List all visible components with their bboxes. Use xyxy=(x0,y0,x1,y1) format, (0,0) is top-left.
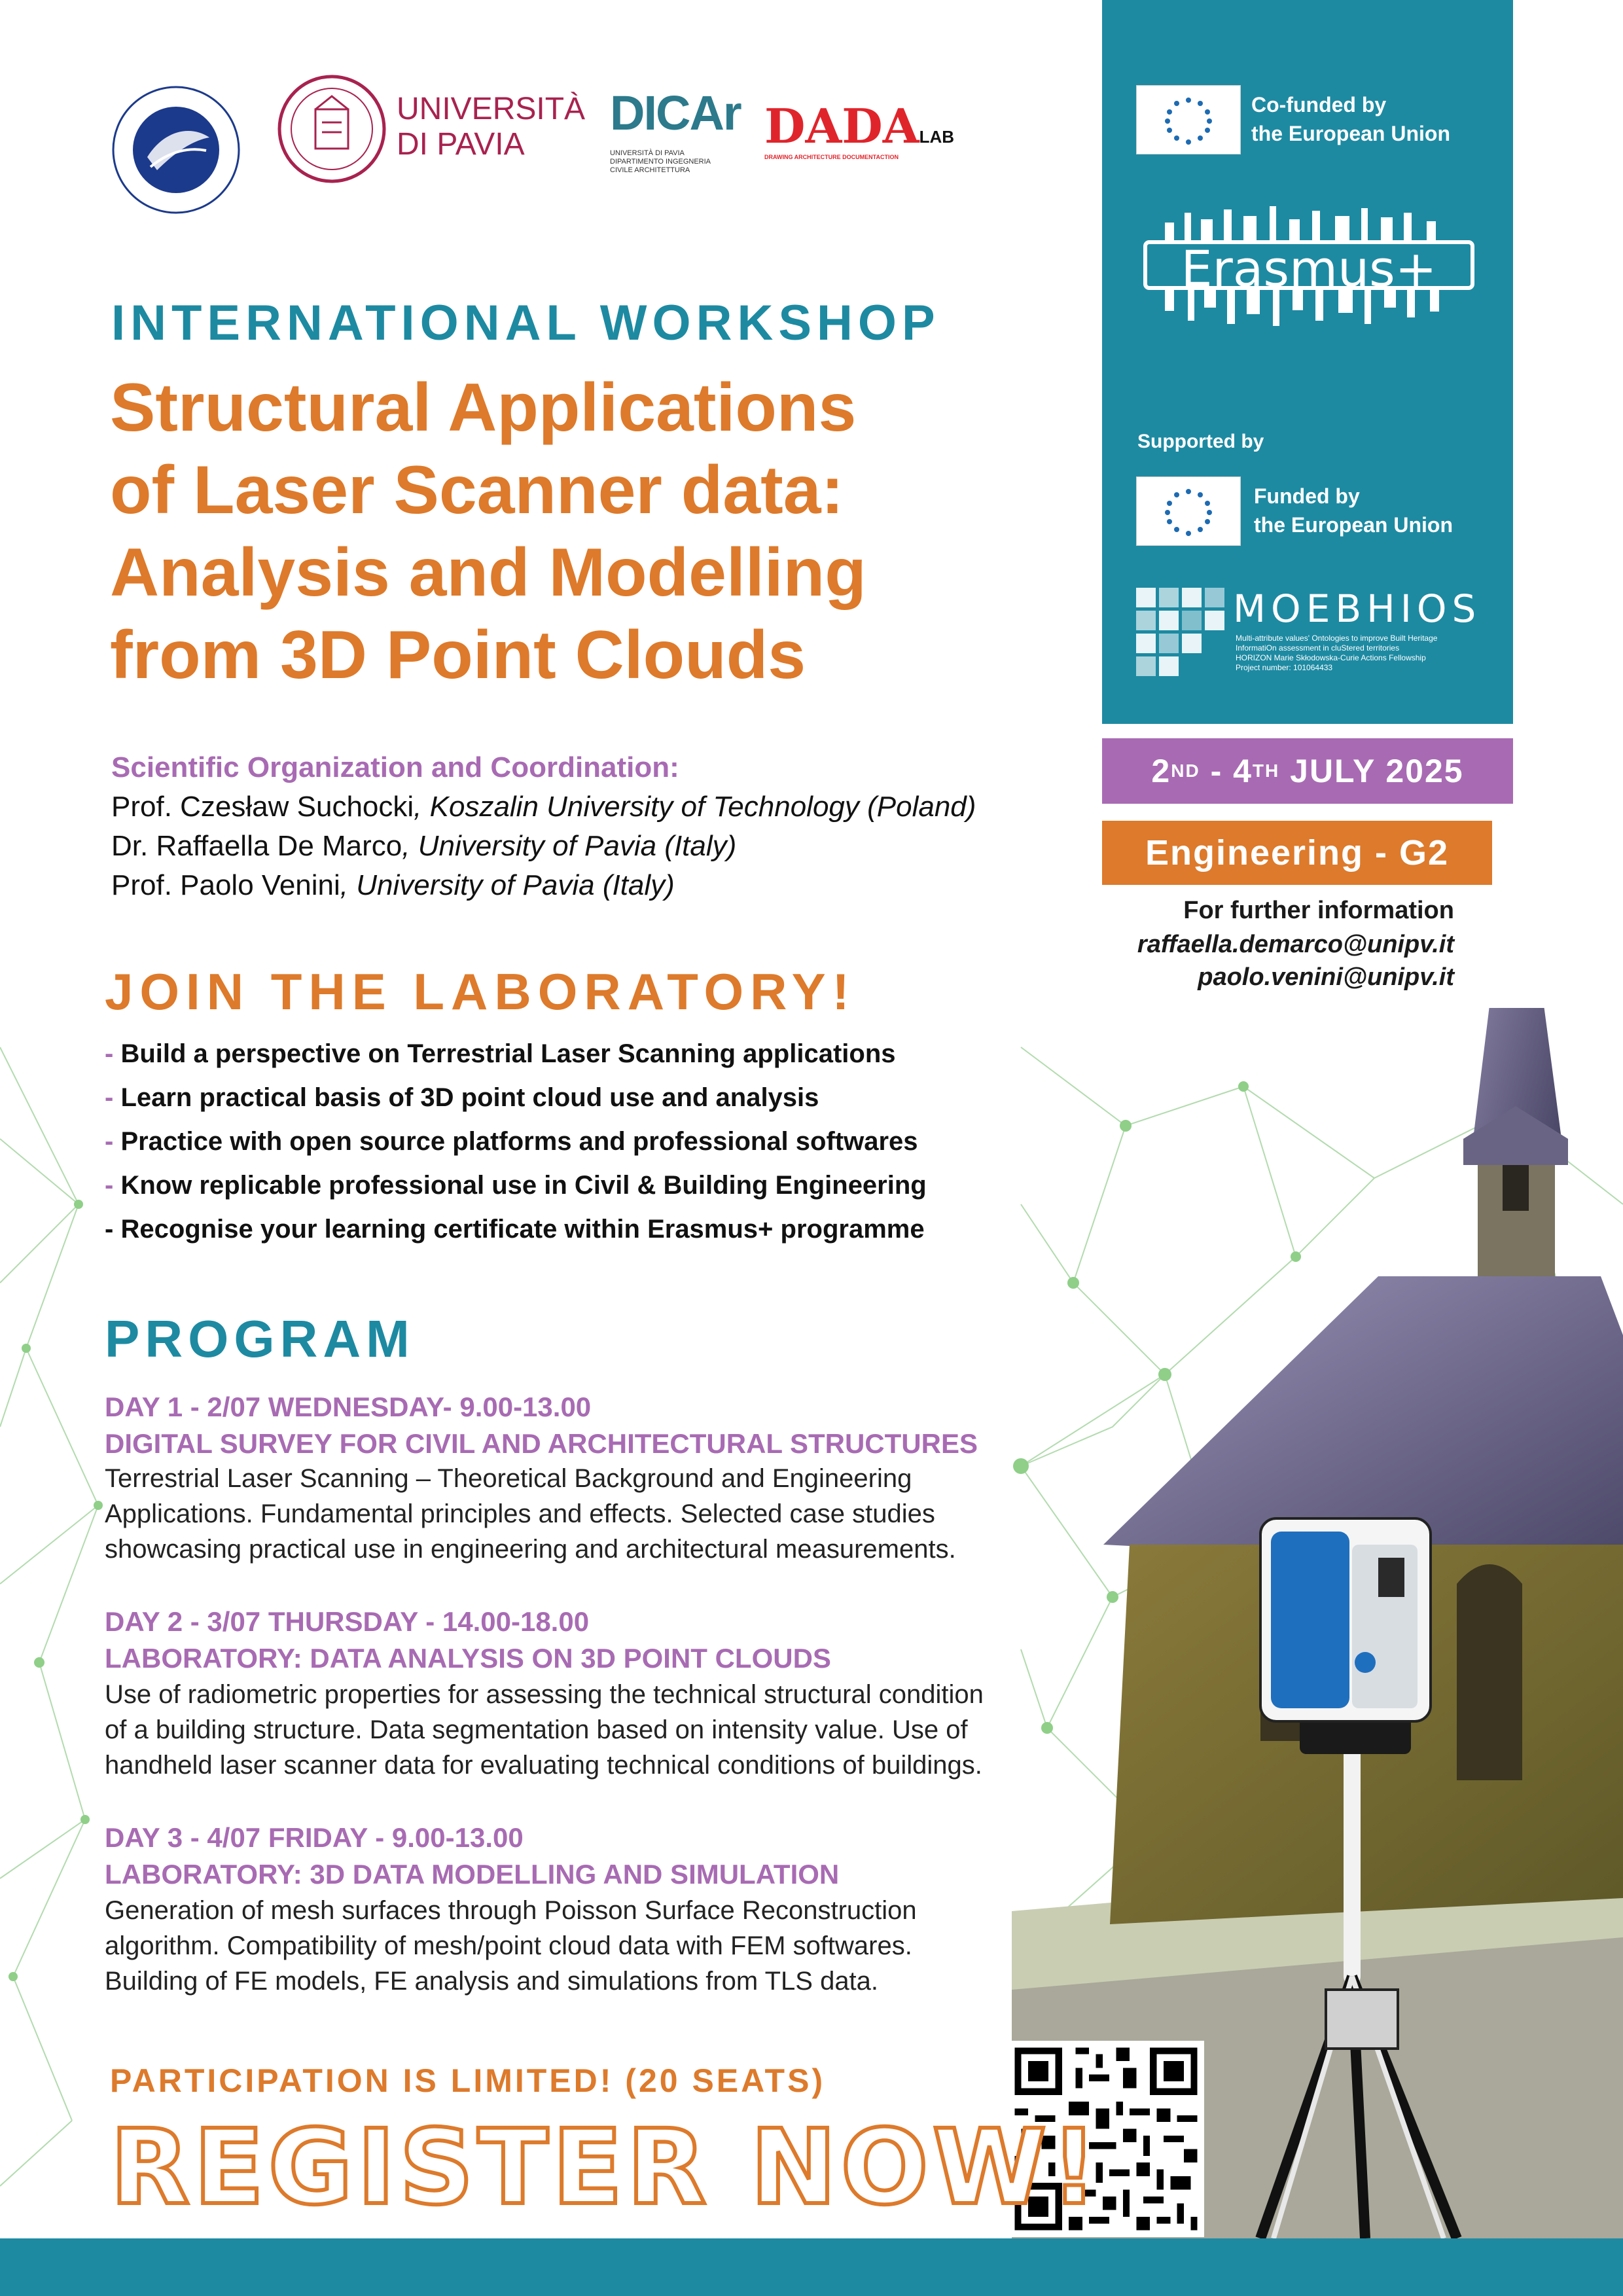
funded-line1: Funded by xyxy=(1254,484,1360,508)
day3-heading xyxy=(105,1820,839,1893)
koszalin-logo xyxy=(111,85,241,215)
moebhios-grid-icon xyxy=(1136,588,1225,677)
footer-bar xyxy=(0,2238,1623,2296)
bullet-text: Know replicable professional use in Civil & Building Engineering xyxy=(120,1171,927,1200)
day1-line: showcasing practical use in engineering and architectural measurements. xyxy=(105,1535,956,1564)
organizer-name: Dr. Raffaella De Marco xyxy=(111,830,402,862)
dada-subtitle: DRAWING ARCHITECTURE DOCUMENTACTION xyxy=(764,154,899,160)
day1-line: Terrestrial Laser Scanning – Theoretical Background and Engineering xyxy=(105,1464,912,1493)
dicar-logo xyxy=(610,77,741,175)
venue-banner: Engineering - G2 xyxy=(1102,821,1492,885)
bullet-dash: - xyxy=(105,1083,121,1112)
workshop-label: INTERNATIONAL WORKSHOP xyxy=(111,295,940,351)
date-end: JULY 2025 xyxy=(1279,753,1464,789)
register-now[interactable]: REGISTER NOW! xyxy=(110,2108,1102,2228)
day3-description xyxy=(105,1893,1008,1999)
join-heading: JOIN THE LABORATORY! xyxy=(105,963,856,1020)
day2-description xyxy=(105,1677,1008,1783)
date-start-sup: ND xyxy=(1171,761,1200,781)
bullet-dash: - xyxy=(105,1127,121,1156)
erasmus-wordmark: Erasmus+ xyxy=(1181,240,1437,298)
bullet-item xyxy=(105,1039,896,1069)
funded-line2: the European Union xyxy=(1254,513,1453,537)
day1-when: DAY 1 - 2/07 WEDNESDAY- 9.00-13.00 xyxy=(105,1391,592,1422)
bullet-item xyxy=(105,1083,819,1113)
cofunded-text xyxy=(1251,90,1450,148)
dada-lab-logo xyxy=(764,98,955,160)
cofunded-line1: Co-funded by xyxy=(1251,93,1387,117)
dada-lab-text: LAB xyxy=(919,127,955,147)
organizer-affiliation: , University of Pavia (Italy) xyxy=(402,830,737,862)
organizer-affiliation: , University of Pavia (Italy) xyxy=(340,869,675,901)
supported-by-label: Supported by xyxy=(1137,431,1264,452)
title-line1: Structural Applications xyxy=(110,370,857,446)
organizer-name: Prof. Czesław Suchocki xyxy=(111,791,414,823)
organizer-affiliation: , Koszalin University of Technology (Poland) xyxy=(414,791,976,823)
email-raffaella[interactable]: raffaella.demarco@unipv.it xyxy=(1137,931,1454,958)
eu-flag-funded xyxy=(1136,476,1241,546)
dicar-wordmark: DICAr xyxy=(610,86,741,140)
moebhios-sub2: InformatiOn assessment in cluStered territories xyxy=(1236,643,1400,653)
organization-heading: Scientific Organization and Coordination: xyxy=(111,751,679,783)
dada-wordmark: DADA xyxy=(764,98,919,154)
cofunded-line2: the European Union xyxy=(1251,122,1450,145)
program-heading: PROGRAM xyxy=(105,1310,415,1368)
bullet-dash: - xyxy=(105,1215,121,1244)
organizer-name: Prof. Paolo Venini xyxy=(111,869,340,901)
day3-line: Generation of mesh surfaces through Poisson Surface Reconstruction xyxy=(105,1896,917,1925)
date-start: 2 xyxy=(1151,753,1171,789)
bullet-text: Recognise your learning certificate within Erasmus+ programme xyxy=(120,1215,925,1244)
bullet-text: Practice with open source platforms and professional softwares xyxy=(120,1127,918,1156)
bullet-dash: - xyxy=(105,1171,121,1200)
email-paolo[interactable]: paolo.venini@unipv.it xyxy=(1198,963,1454,991)
day1-topic: DIGITAL SURVEY FOR CIVIL AND ARCHITECTURAL STRUCTURES xyxy=(105,1428,978,1459)
day2-line: handheld laser scanner data for evaluating technical conditions of buildings. xyxy=(105,1751,982,1780)
participation-limited: PARTICIPATION IS LIMITED! (20 SEATS) xyxy=(110,2062,826,2099)
day2-line: Use of radiometric properties for assessing the technical structural condition xyxy=(105,1680,984,1709)
day2-topic: LABORATORY: DATA ANALYSIS ON 3D POINT CLOUDS xyxy=(105,1643,831,1674)
organizer-venini xyxy=(111,869,675,902)
moebhios-sub4: Project number: 101064433 xyxy=(1236,663,1333,672)
day1-description xyxy=(105,1461,1008,1567)
dicar-subtitle: UNIVERSITÀ DI PAVIA DIPARTIMENTO INGEGNERIA CIVILE ARCHITETTURA xyxy=(610,149,711,174)
title-line3: Analysis and Modelling xyxy=(110,535,866,611)
bullet-item xyxy=(105,1215,925,1244)
day3-when: DAY 3 - 4/07 FRIDAY - 9.00-13.00 xyxy=(105,1822,524,1853)
title-line2: of Laser Scanner data: xyxy=(110,452,844,528)
pavia-wordmark xyxy=(397,92,585,162)
day1-heading xyxy=(105,1389,978,1462)
pavia-line1: UNIVERSITÀ xyxy=(397,92,586,126)
eu-flag-cofunded xyxy=(1136,85,1241,154)
day2-heading xyxy=(105,1604,831,1677)
workshop-title xyxy=(110,367,1026,696)
day3-line: Building of FE models, FE analysis and simulations from TLS data. xyxy=(105,1967,879,1996)
organizer-suchocki xyxy=(111,791,976,823)
date-end-sup: TH xyxy=(1252,761,1280,781)
moebhios-sub1: Multi-attribute values' Ontologies to improve Built Heritage xyxy=(1236,634,1438,643)
pavia-line2: DI PAVIA xyxy=(397,127,525,162)
moebhios-sub3: HORIZON Marie Skłodowska-Curie Actions Fellowship xyxy=(1236,653,1426,662)
bullet-item xyxy=(105,1171,927,1200)
bullet-text: Build a perspective on Terrestrial Laser Scanning applications xyxy=(120,1039,896,1068)
moebhios-description xyxy=(1236,634,1504,673)
moebhios-title: MOEBHIOS xyxy=(1233,586,1482,631)
erasmus-logo xyxy=(1139,196,1479,334)
title-line4: from 3D Point Clouds xyxy=(110,617,806,693)
day3-topic: LABORATORY: 3D DATA MODELLING AND SIMULATION xyxy=(105,1859,840,1890)
bullet-dash: - xyxy=(105,1039,121,1068)
bullet-text: Learn practical basis of 3D point cloud use and analysis xyxy=(120,1083,819,1112)
day1-line: Applications. Fundamental principles and effects. Selected case studies xyxy=(105,1499,935,1528)
info-label: For further information xyxy=(1183,897,1454,924)
day3-line: algorithm. Compatibility of mesh/point cloud data with FEM softwares. xyxy=(105,1931,912,1960)
date-mid: - 4 xyxy=(1200,753,1253,789)
bullet-item xyxy=(105,1127,918,1157)
pavia-seal-logo xyxy=(276,73,387,185)
day2-line: of a building structure. Data segmentation based on intensity value. Use of xyxy=(105,1715,968,1744)
organizer-de-marco xyxy=(111,830,736,863)
date-banner xyxy=(1102,738,1513,804)
funded-text xyxy=(1254,482,1453,539)
day2-when: DAY 2 - 3/07 THURSDAY - 14.00-18.00 xyxy=(105,1606,590,1637)
